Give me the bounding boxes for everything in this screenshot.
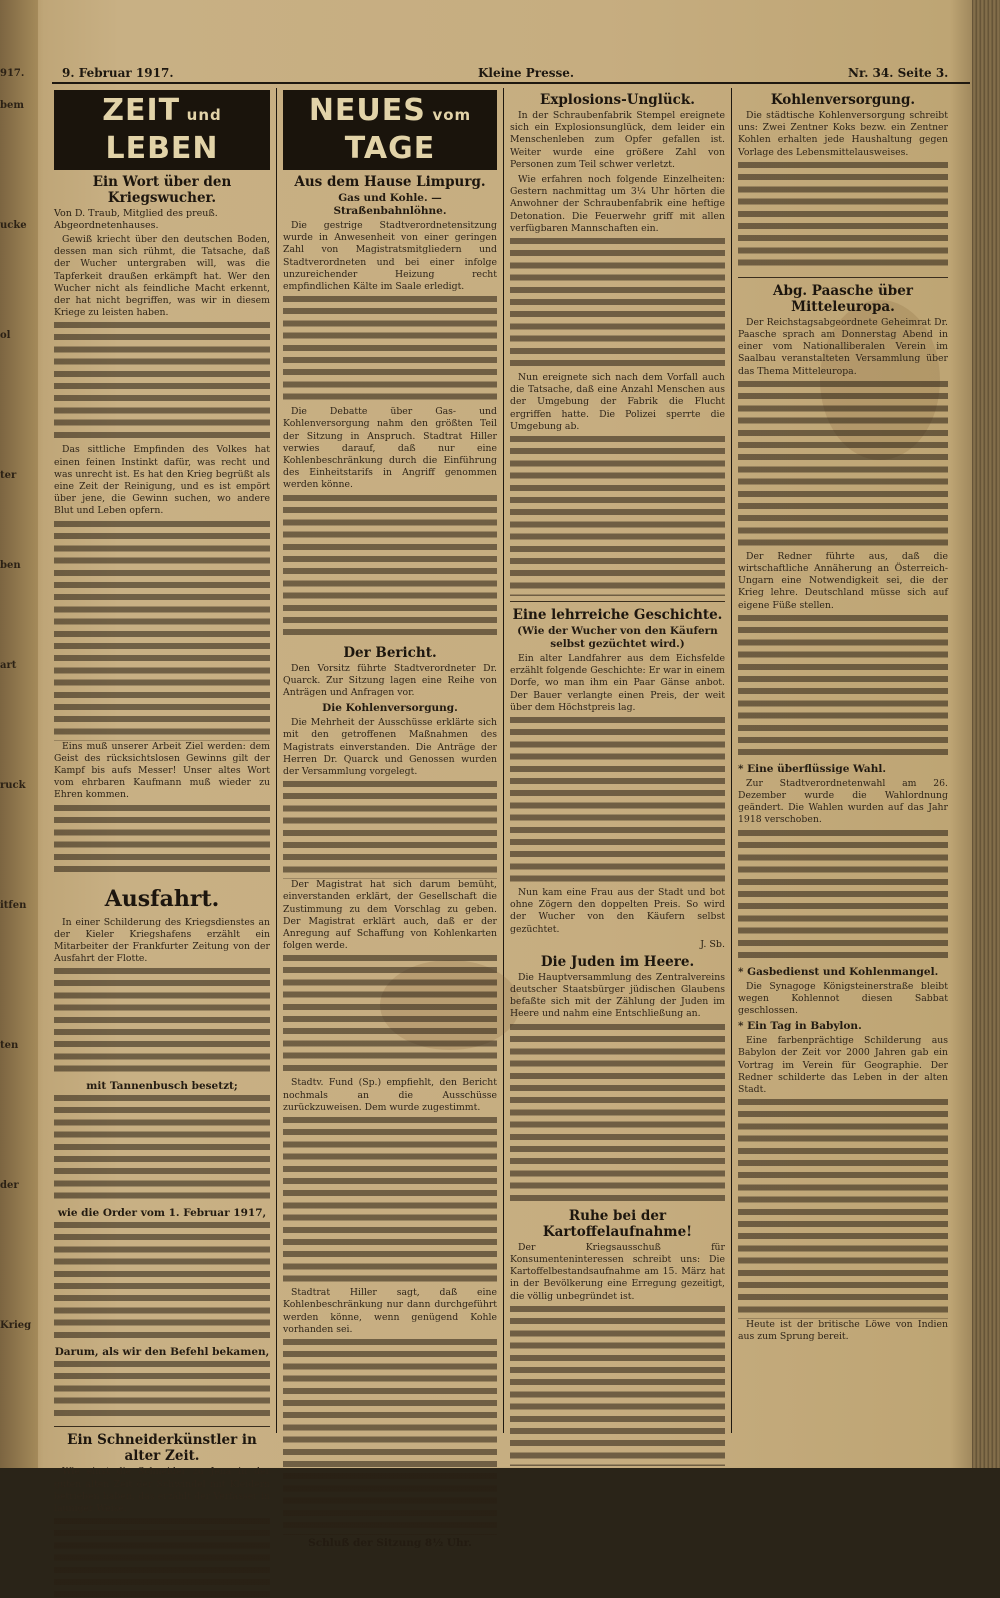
article-paragraph: Das sittliche Empfinden des Volkes hat einen feinen Instinkt dafür, was recht und was unrecht ist. Es hat den Krieg begrüßt als eine Zeit der Reinigung, und es ist empört über jene, die Gewinn suchen, wo andere Blut und Leben opfern. xyxy=(54,444,270,517)
text-block xyxy=(54,1095,270,1205)
column-neues-vom-tage xyxy=(283,88,497,1549)
session-end-note: Schluß der Sitzung 8½ Uhr. xyxy=(308,1536,472,1549)
prev-word: ucke xyxy=(0,220,27,231)
article-title: Abg. Paasche über Mitteleuropa. xyxy=(773,282,913,315)
article-separator xyxy=(738,277,948,278)
article-subheading: mit Tannenbusch besetzt; xyxy=(86,1080,238,1093)
article-separator xyxy=(54,1426,270,1427)
article-subheading: Die Kohlenversorgung. xyxy=(322,702,458,715)
article-subheading: * Ein Tag in Babylon. xyxy=(738,1020,862,1033)
prev-word: der xyxy=(0,1180,19,1191)
text-block xyxy=(54,322,270,444)
article-subheading: Darum, als wir den Befehl bekamen, xyxy=(54,1346,270,1359)
column-local-news xyxy=(510,88,725,1433)
article-paragraph: In der Schraubenfabrik Stempel ereignete sich ein Explosionsunglück, dem leider ein Menschenleben zum Opfer gefallen ist. Weiter wurde eine größere Zahl von Personen zum Teil schwer verletzt. xyxy=(510,110,725,170)
article-paragraph: Die gestrige Stadtverordnetensitzung wurde in Anwesenheit von einer geringen Zahl von Magistratsmitgliedern und Stadtverordneten und bei einer infolge unzureichender Heizung recht empfindlichen Kälte im Saale erledigt. xyxy=(283,220,497,293)
text-block xyxy=(283,781,497,879)
text-block xyxy=(283,1117,497,1287)
prev-word: ol xyxy=(0,330,11,341)
prev-word: itfen xyxy=(0,900,27,911)
text-block xyxy=(283,495,497,641)
text-block xyxy=(510,436,725,596)
page-number: Nr. 34. Seite 3. xyxy=(848,66,949,80)
article-byline: Von D. Traub, Mitglied des preuß. Abgeordnetenhauses. xyxy=(54,208,218,231)
prev-word: art xyxy=(0,660,17,671)
text-block xyxy=(283,955,497,1077)
article-paragraph: Die Hauptversammlung des Zentralvereins deutscher Staatsbürger jüdischen Glaubens befaßte sich mit der Zählung der Juden im Heere und nahm eine Entschließung an. xyxy=(510,971,725,1020)
previous-page-edge xyxy=(0,0,38,1468)
article-title: Die Juden im Heere. xyxy=(540,953,695,970)
text-block xyxy=(738,615,948,761)
prev-word: ben xyxy=(0,560,21,571)
text-block xyxy=(54,805,270,877)
article-paragraph: Nun kam eine Frau aus der Stadt und bot ohne Zögern den doppelten Preis. So wird der Wucher von den Käufern selbst gezüchtet. xyxy=(510,887,725,935)
text-block xyxy=(510,1306,725,1466)
text-block xyxy=(510,717,725,887)
prev-word: Krieg xyxy=(0,1320,32,1331)
article-title: Ein Wort über den Kriegswucher. xyxy=(92,174,232,206)
issue-date: 9. Februar 1917. xyxy=(62,66,174,80)
article-signature: J. Sb. xyxy=(700,938,725,950)
prev-word: bem xyxy=(0,100,24,111)
text-block xyxy=(738,830,948,964)
article-paragraph: Der Reichstagsabgeordnete Geheimrat Dr. Paasche sprach am Donnerstag Abend in einer vom Nationalliberalen Verein im Saalbau veranstalteten Versammlung über das Thema Mitteleuropa. xyxy=(738,316,948,377)
book-page-edges xyxy=(972,0,1000,1468)
article-subheading: Gas und Kohle. — Straßenbahnlöhne. xyxy=(333,192,447,217)
newspaper-name: Kleine Presse. xyxy=(478,66,575,80)
article-subheading: * Eine überflüssige Wahl. xyxy=(738,762,887,775)
text-block xyxy=(54,968,270,1078)
zeit-und-leben-masthead xyxy=(54,90,270,170)
neues-vom-tage-masthead xyxy=(283,90,497,170)
article-title: Explosions-Unglück. xyxy=(540,92,695,108)
text-block xyxy=(54,1222,270,1344)
text-block xyxy=(283,296,497,406)
article-paragraph: Nun ereignete sich nach dem Vorfall auch die Tatsache, daß eine Anzahl Menschen aus der Umgebung der Fabrik die Flucht ergriffen hatte. Die Polizei sperrte die Umgebung ab. xyxy=(510,372,725,432)
text-block xyxy=(510,1024,725,1204)
masthead-word: TAGE xyxy=(344,131,436,166)
masthead-word: und xyxy=(186,106,222,124)
article-paragraph: Wie einst die Schneider zu Jena in der guten alten Zeit der Schwindel mit Kleidern betrieben haben, das erzählt der Verfasser in launiger Weise. xyxy=(54,1466,270,1515)
article-title: Ausfahrt. xyxy=(104,885,220,912)
text-block xyxy=(283,1339,497,1535)
article-paragraph: Eins muß unserer Arbeit Ziel werden: dem Geist des rücksichtslosen Gewinns gilt der Kampf bis aufs Messer! Unser altes Wort vom ehrbaren Kaufmann muß wieder zu Ehren kommen. xyxy=(54,740,270,801)
text-block xyxy=(54,521,270,741)
article-paragraph: Wie erfahren noch folgende Einzelheiten: Gestern nachmittag um 3¼ Uhr hörten die Anwohner der Schraubenfabrik eine heftige Detonation. Die Feuerwehr griff mit allen verfügbaren Mannschaften ein. xyxy=(510,174,725,234)
column-divider xyxy=(276,88,277,1433)
article-title: Der Bericht. xyxy=(343,644,437,661)
text-block xyxy=(54,1361,270,1421)
article-separator xyxy=(510,601,725,602)
article-title: Ruhe bei der Kartoffelaufnahme! xyxy=(542,1207,693,1240)
header-rule xyxy=(52,82,970,84)
prev-word: ten xyxy=(0,1040,19,1051)
column-divider xyxy=(731,88,732,1433)
masthead-word: LEBEN xyxy=(105,131,219,166)
masthead-word: NEUES xyxy=(308,93,426,128)
article-paragraph: Stadtv. Fund (Sp.) empfiehlt, den Bericht nochmals an die Ausschüsse zurückzuweisen. Dem wurde zugestimmt. xyxy=(283,1077,497,1113)
article-paragraph: Den Vorsitz führte Stadtverordneter Dr. Quarck. Zur Sitzung lagen eine Reihe von Anträgen und Anfragen vor. xyxy=(283,662,497,699)
prev-word: ter xyxy=(0,470,17,481)
article-title: Ein Schneiderkünstler in alter Zeit. xyxy=(67,1432,257,1465)
article-paragraph: Zur Stadtverordnetenwahl am 26. Dezember wurde die Wahlordnung geändert. Die Wahlen wurden auf das Jahr 1918 verschoben. xyxy=(738,777,948,826)
column-local-notes xyxy=(738,88,948,1433)
prev-word: ruck xyxy=(0,780,26,791)
article-paragraph: Eine farbenprächtige Schilderung aus Babylon der Zeit vor 2000 Jahren gab ein Vortrag im Verein für Geographie. Der Redner schilderte das Leben in der alten Stadt. xyxy=(738,1035,948,1096)
article-paragraph: Die Synagoge Königsteinerstraße bleibt wegen Kohlennot diesen Sabbat geschlossen. xyxy=(738,980,948,1017)
article-subheading: wie die Order vom 1. Februar 1917, xyxy=(57,1207,267,1220)
column-divider xyxy=(503,88,504,1433)
article-paragraph: Heute ist der britische Löwe von Indien aus zum Sprung bereit. xyxy=(738,1319,948,1343)
article-paragraph: Stadtrat Hiller sagt, daß eine Kohlenbeschränkung nur dann durchgeführt werden könne, wenn genügend Kohle vorhanden sei. xyxy=(283,1287,497,1335)
text-block xyxy=(738,381,948,551)
article-paragraph: Der Redner führte aus, daß die wirtschaftliche Annäherung an Österreich-Ungarn eine Notwendigkeit sei, die der Krieg lehre. Deutschland müsse sich auf eigene Füße stellen. xyxy=(738,550,948,611)
text-block xyxy=(54,1518,270,1598)
text-block xyxy=(738,1099,948,1319)
article-paragraph: Die Mehrheit der Ausschüsse erklärte sich mit den getroffenen Maßnahmen des Magistrats einverstanden. Die Anträge der Herren Dr. Quarck und Genossen wurden der Versammlung vorgelegt. xyxy=(283,717,497,778)
article-paragraph: Die Debatte über Gas- und Kohlenversorgung nahm den größten Teil der Sitzung in Anspruch. Stadtrat Hiller verwies darauf, daß nur eine Kohlenbeschränkung durch die Einführung des Einheitstarifs in Angriff genommen werden könne. xyxy=(283,406,497,491)
article-paragraph: Der Magistrat hat sich darum bemüht, einverstanden erklärt, der Gesellschaft die Zustimmung zu dem Vorschlag zu geben. Der Magistrat erklärt auch, daß er der Anregung auf Schaffung von Kohlenkarten folgen werde. xyxy=(283,879,497,952)
article-paragraph: In einer Schilderung des Kriegsdienstes an der Kieler Kriegshafens erzählt ein Mitarbeiter der Frankfurter Zeitung von der Ausfahrt der Flotte. xyxy=(54,916,270,965)
masthead-word: vom xyxy=(432,106,472,124)
text-block xyxy=(738,162,948,272)
article-title: Eine lehrreiche Geschichte. xyxy=(512,607,723,624)
article-subheading: (Wie der Wucher von den Käufern selbst gezüchtet wird.) xyxy=(517,625,718,651)
column-zeit-und-leben xyxy=(54,88,270,1515)
article-paragraph: Die städtische Kohlenversorgung schreibt uns: Zwei Zentner Koks bezw. ein Zentner Kohlen erhalten jede Haushaltung gegen Vorlage des Lebensmittelausweises. xyxy=(738,110,948,158)
article-title: Kohlenversorgung. xyxy=(770,92,916,108)
text-block xyxy=(510,238,725,372)
article-paragraph: Der Kriegsausschuß für Konsumenteninteressen schreibt uns: Die Kartoffelbestandsaufnahme am 15. März hat in der Bevölkerung eine Erregung gezeitigt, die völlig unbegründet ist. xyxy=(510,1241,725,1302)
article-title: Aus dem Hause Limpurg. xyxy=(294,174,486,190)
article-subheading: * Gasbedienst und Kohlenmangel. xyxy=(738,965,939,978)
prev-header-fragment: 917. xyxy=(0,68,25,79)
article-paragraph: Ein alter Landfahrer aus dem Eichsfelde erzählt folgende Geschichte: Er war in einem Dorfe, wo man ihm ein Paar Gänse anbot. Der Bauer verlangte einen Preis, der weit über dem Höchstpreis lag. xyxy=(510,653,725,713)
article-paragraph: Gewiß kriecht über den deutschen Boden, dessen man sich rühmt, die Tatsache, daß der Wucher untergraben will, was die Tapferkeit draußen erkämpft hat. Wer den Wucher nicht als feindliche Macht erkennt, der hat nicht begriffen, was wir in diesem Kriege zu leisten haben. xyxy=(54,234,270,319)
masthead-word: ZEIT xyxy=(102,93,181,128)
